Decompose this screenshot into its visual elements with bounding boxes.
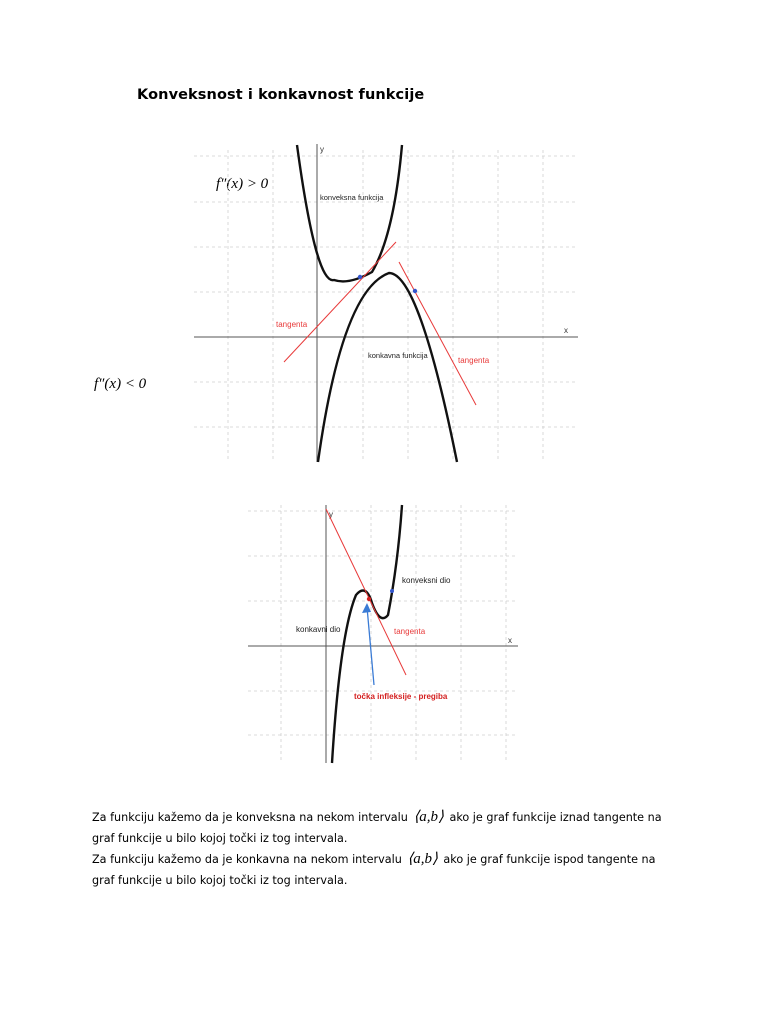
definition-convex-line2: graf funkcije u bilo kojoj točki iz tog intervala. <box>92 832 348 845</box>
tangent-line-concave <box>399 262 476 405</box>
label-convex-part: konveksni dio <box>402 576 451 585</box>
axes <box>248 505 518 763</box>
inflection-graph <box>248 503 520 765</box>
formula-second-derivative-negative: f″(x) < 0 <box>94 376 147 392</box>
inflection-arrow-head <box>362 603 371 613</box>
label-tangent-left: tangenta <box>276 320 308 329</box>
tangency-point-convex <box>358 275 362 279</box>
definition-concave-text: Za funkciju kažemo da je konkavna na nekom intervalu <box>92 853 402 866</box>
definition-convex-text-end: ako je graf funkcije iznad tangente na <box>449 811 662 824</box>
tangent-line-convex <box>284 242 396 362</box>
label-concave-function: konkavna funkcija <box>368 351 428 360</box>
label-tangent-right: tangenta <box>458 356 490 365</box>
interval-notation: ⟨a,b⟩ <box>413 809 444 825</box>
label-convex-function: konveksna funkcija <box>320 193 384 202</box>
grid <box>194 150 578 462</box>
grid <box>248 505 518 763</box>
axes <box>194 144 578 462</box>
page-title: Konveksnost i konkavnost funkcije <box>137 87 425 103</box>
definition-convex <box>92 807 732 849</box>
y-axis-label: y <box>320 145 324 154</box>
convexity-graph <box>194 140 584 465</box>
label-inflection-point: točka infleksije - pregiba <box>354 692 448 701</box>
tangent-line <box>326 509 406 675</box>
definition-concave-line2: graf funkcije u bilo kojoj točki iz tog intervala. <box>92 874 348 887</box>
label-concave-part: konkavni dio <box>296 625 341 634</box>
definition-convex-text: Za funkciju kažemo da je konveksna na nekom intervalu <box>92 811 408 824</box>
convex-part-point <box>390 589 394 593</box>
formula-second-derivative-positive: f″(x) > 0 <box>216 176 269 192</box>
definition-concave <box>92 849 732 891</box>
x-axis-label: x <box>564 326 568 335</box>
inflection-point <box>367 597 371 601</box>
definition-concave-text-end: ako je graf funkcije ispod tangente na <box>443 853 656 866</box>
y-axis-label: y <box>329 510 333 519</box>
concave-curve <box>318 273 457 462</box>
convex-curve <box>297 145 402 281</box>
interval-notation: ⟨a,b⟩ <box>407 851 438 867</box>
tangency-point-concave <box>413 289 417 293</box>
label-tangent: tangenta <box>394 627 426 636</box>
x-axis-label: x <box>508 636 512 645</box>
